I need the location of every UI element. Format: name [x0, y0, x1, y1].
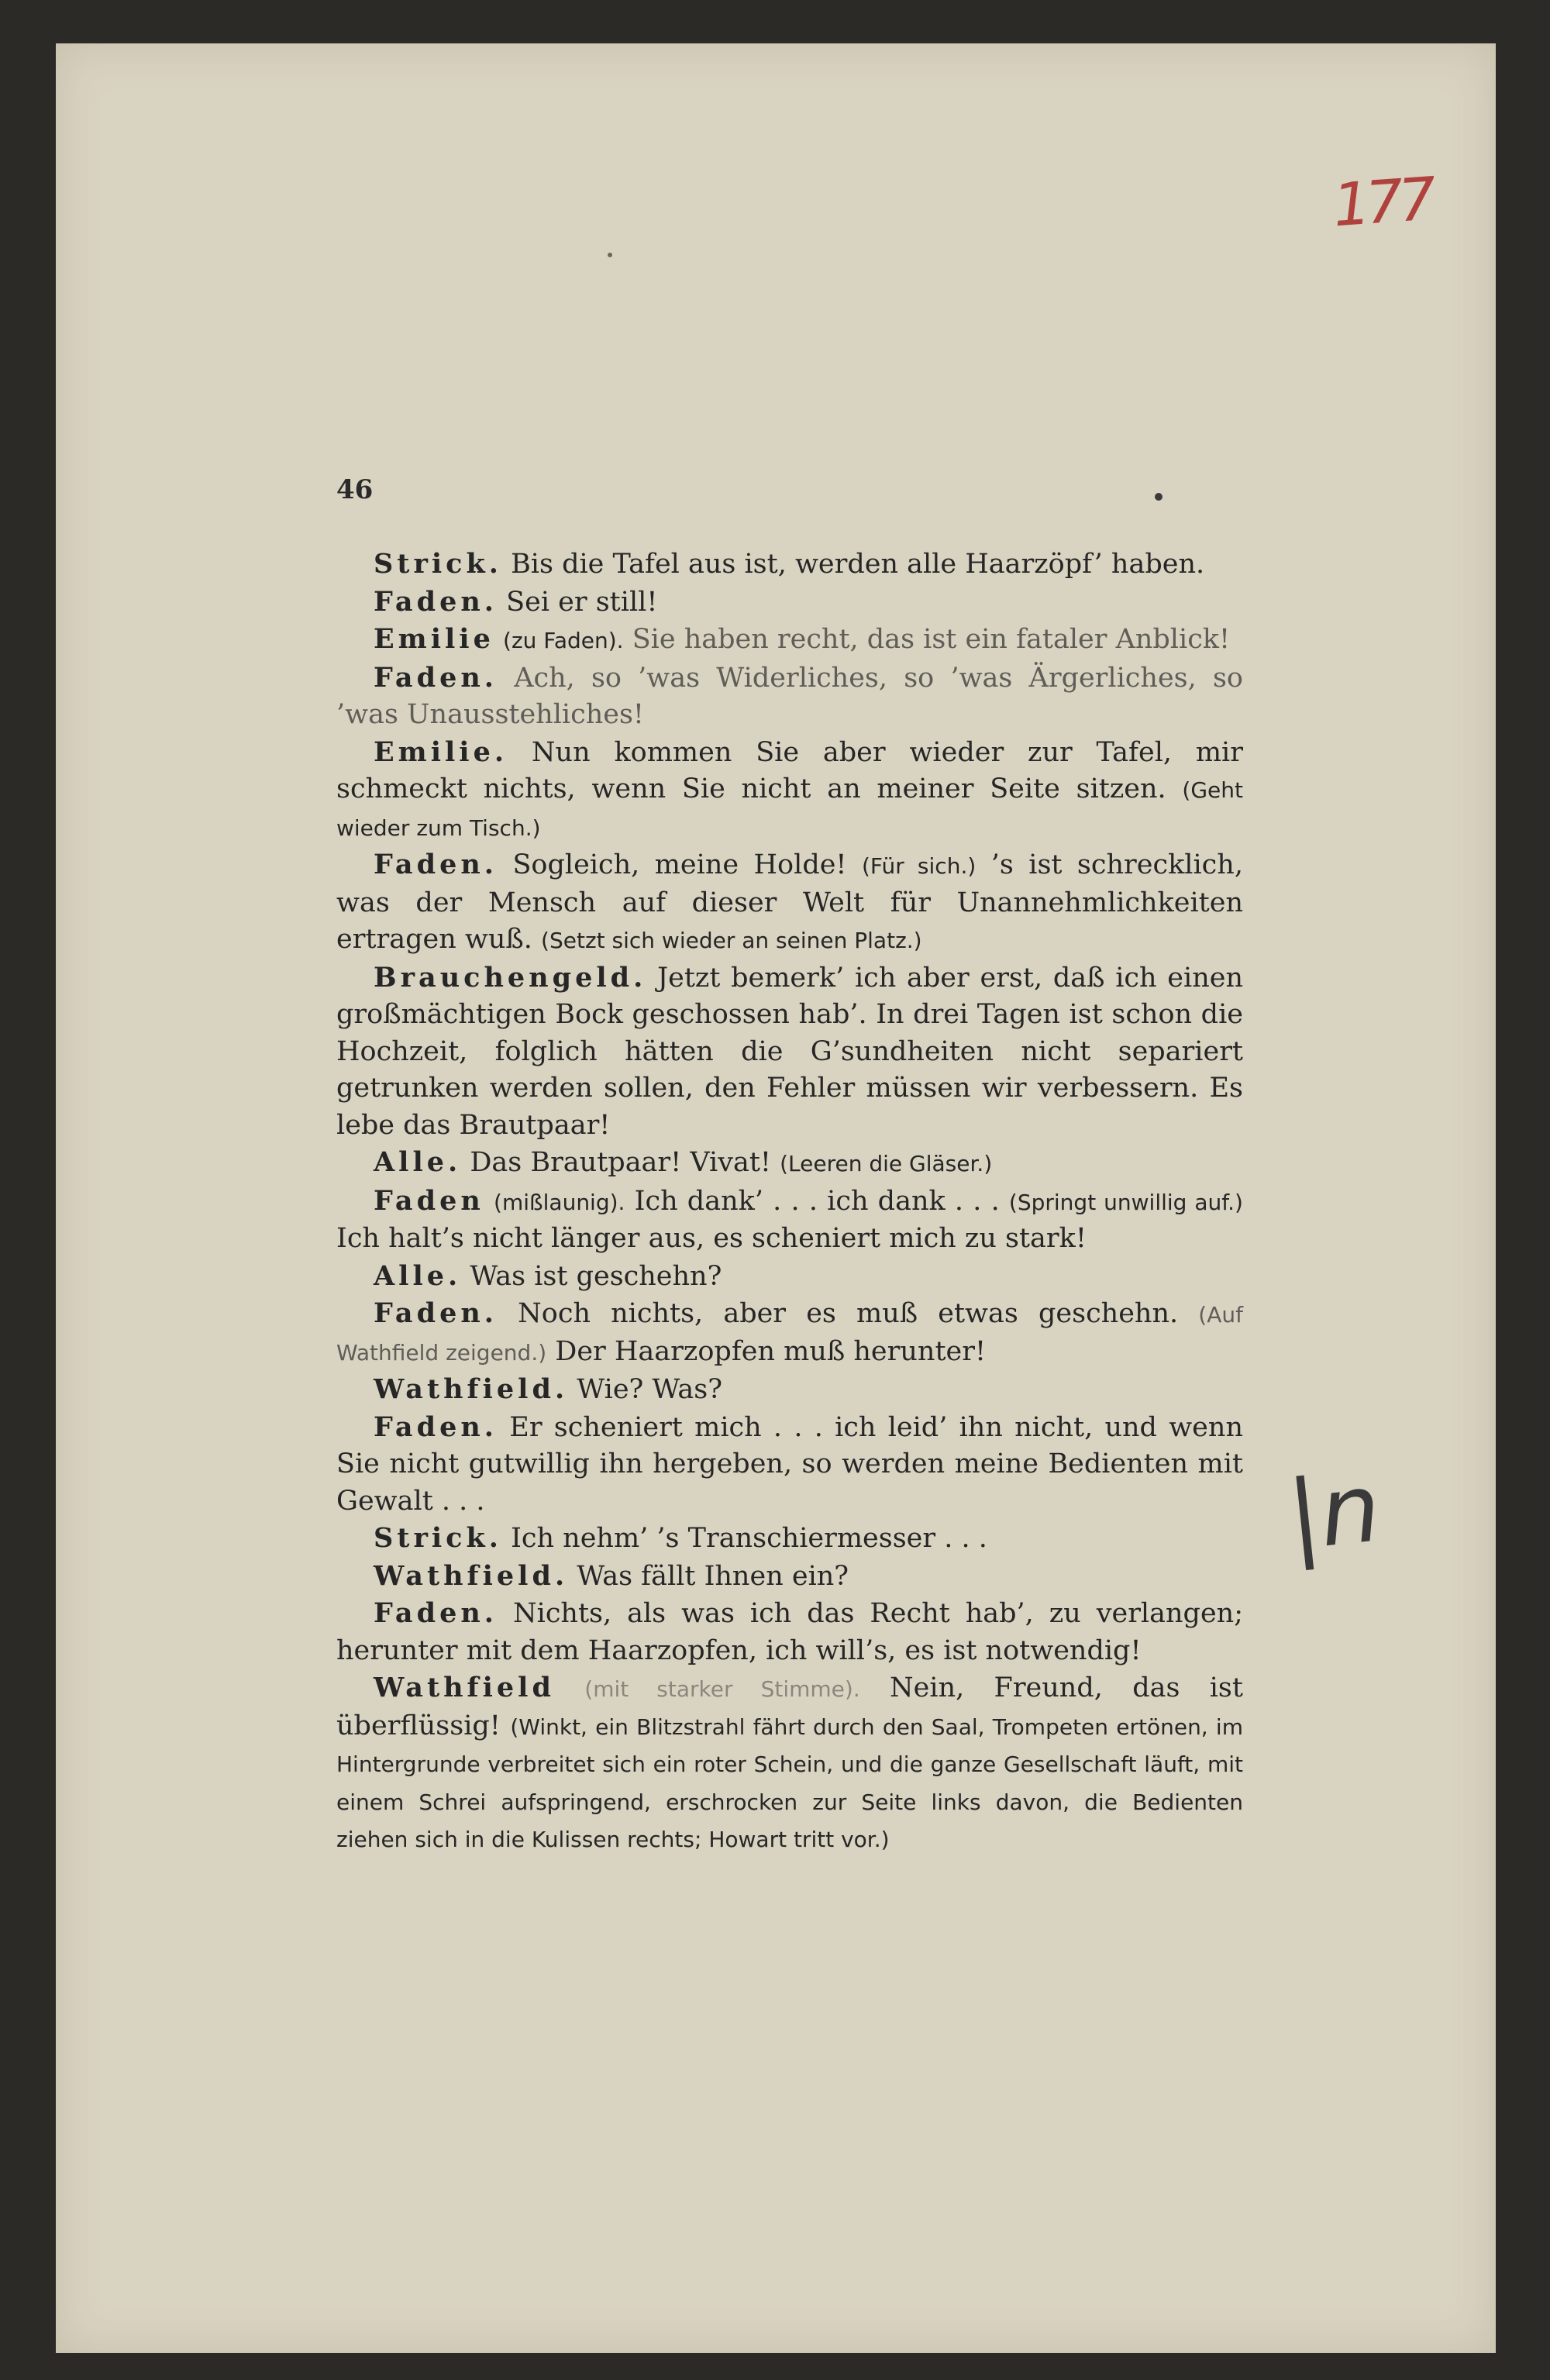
- speech: Was ist geschehn?: [470, 1260, 722, 1292]
- speaker: Strick.: [374, 548, 502, 580]
- speaker: Faden.: [374, 1597, 498, 1629]
- dialogue-line: [336, 734, 1243, 847]
- speaker: Strick.: [374, 1522, 502, 1554]
- dialogue-line: [336, 1144, 1243, 1183]
- dialogue-line: [336, 959, 1243, 1145]
- stage-direction: (Springt unwillig auf.): [1008, 1189, 1243, 1215]
- dialogue-line: [336, 1183, 1243, 1258]
- speaker: Alle.: [374, 1146, 462, 1178]
- speech: Jetzt bemerk’ ich aber erst, daß ich einen großmächtigen Bock geschossen hab’. In drei Tagen ist schon die Hochzeit, folglich hätten die G’sundheiten nicht separiert getrunken werden sollen, den Fehler müssen wir verbessern. Es lebe das Brautpaar!: [336, 962, 1243, 1141]
- ink-dot: [1155, 493, 1162, 501]
- speech: Er scheniert mich . . . ich leid’ ihn nicht, und wenn Sie nicht gutwillig ihn hergeben, so werden meine Bedienten mit Gewalt . . .: [336, 1411, 1243, 1517]
- speaker: Faden.: [374, 849, 498, 880]
- speech: Nein, Freund, das ist überflüssig!: [336, 1672, 1243, 1741]
- speech: Sogleich, meine Holde!: [512, 849, 847, 880]
- stage-direction: (mißlaunig).: [494, 1189, 625, 1215]
- speech: Ach, so ’was Widerliches, so ’was Ärgerliches, so ’was Unausstehliches!: [336, 662, 1243, 730]
- speech: Noch nichts, aber es muß etwas geschehn.: [518, 1298, 1179, 1329]
- speaker: Alle.: [374, 1259, 462, 1292]
- speech: Nun kommen Sie aber wieder zur Tafel, mir schmeckt nichts, wenn Sie nicht an meiner Seite sitzen.: [336, 736, 1243, 804]
- speaker: Wathfield.: [374, 1373, 569, 1405]
- stage-direction: (mit starker Stimme).: [584, 1676, 860, 1702]
- dialogue-line: [336, 1371, 1243, 1409]
- speech: Was fällt Ihnen ein?: [577, 1560, 849, 1592]
- speech: Das Brautpaar! Vivat!: [470, 1147, 771, 1178]
- stage-direction: (zu Faden).: [503, 628, 624, 653]
- dialogue-line: [336, 1295, 1243, 1371]
- speech: Ich nehm’ ’s Transchiermesser . . .: [511, 1523, 987, 1554]
- speaker: Faden.: [374, 585, 498, 618]
- page-number: 46: [336, 474, 374, 505]
- speaker: Emilie.: [374, 735, 508, 768]
- speech: Ich halt’s nicht länger aus, es scheniert mich zu stark!: [336, 1223, 1087, 1254]
- speech: Sei er still!: [506, 586, 658, 618]
- speech: Der Haarzopfen muß herunter!: [555, 1335, 987, 1367]
- dialogue-line: [336, 1409, 1243, 1521]
- dialogue-line: [336, 1558, 1243, 1596]
- speaker: Emilie: [374, 623, 494, 655]
- speech: Nichts, als was ich das Recht hab’, zu verlangen; herunter mit dem Haarzopfen, ich will’s, es ist notwendig!: [336, 1598, 1243, 1666]
- paper-speck: [608, 253, 612, 257]
- dialogue-line: [336, 1595, 1243, 1669]
- speech: Sie haben recht, das ist ein fataler Anblick!: [632, 624, 1231, 655]
- speech: ’s ist schrecklich, was der Mensch auf dieser Welt für Unannehmlichkeiten ertragen wuß.: [336, 849, 1243, 955]
- speech: Ich dank’ . . . ich dank . . .: [634, 1185, 1000, 1217]
- dialogue-line: [336, 584, 1243, 622]
- speaker: Faden.: [374, 1297, 498, 1329]
- dialogue-line: [336, 546, 1243, 584]
- stage-direction: (Geht wieder zum Tisch.): [336, 777, 1243, 841]
- play-text: [336, 546, 1243, 1858]
- stage-direction: (Für sich.): [861, 853, 976, 879]
- dialogue-line: [336, 660, 1243, 734]
- speech: Wie? Was?: [577, 1374, 722, 1405]
- stage-direction: (Auf Wathfield zeigend.): [336, 1302, 1243, 1366]
- folio-number: 177: [1331, 164, 1435, 240]
- speaker: Wathfield: [374, 1672, 555, 1703]
- speech: Bis die Tafel aus ist, werden alle Haarzöpf’ haben.: [511, 549, 1205, 580]
- stage-direction: (Winkt, ein Blitzstrahl fährt durch den Saal, Trompeten ertönen, im Hintergrunde verbreitet sich ein roter Schein, und die ganze Gesellschaft läuft, mit einem Schrei aufspringend, erschrocken zur Seite links davon, die Bedienten ziehen sich in die Kulissen rechts; Howart tritt vor.): [336, 1714, 1243, 1852]
- dialogue-line: [336, 1258, 1243, 1296]
- dialogue-line: [336, 1669, 1243, 1858]
- dialogue-line: [336, 846, 1243, 959]
- stage-direction: (Leeren die Gläser.): [780, 1151, 993, 1176]
- speaker: Wathfield.: [374, 1559, 569, 1592]
- margin-mark: |n: [1282, 1452, 1386, 1572]
- speaker: Faden: [374, 1184, 484, 1217]
- speaker: Brauchengeld.: [374, 961, 647, 994]
- dialogue-line: [336, 621, 1243, 660]
- speaker: Faden.: [374, 1410, 498, 1443]
- stage-direction: (Setzt sich wieder an seinen Platz.): [541, 928, 922, 953]
- speaker: Faden.: [374, 661, 498, 694]
- dialogue-line: [336, 1520, 1243, 1558]
